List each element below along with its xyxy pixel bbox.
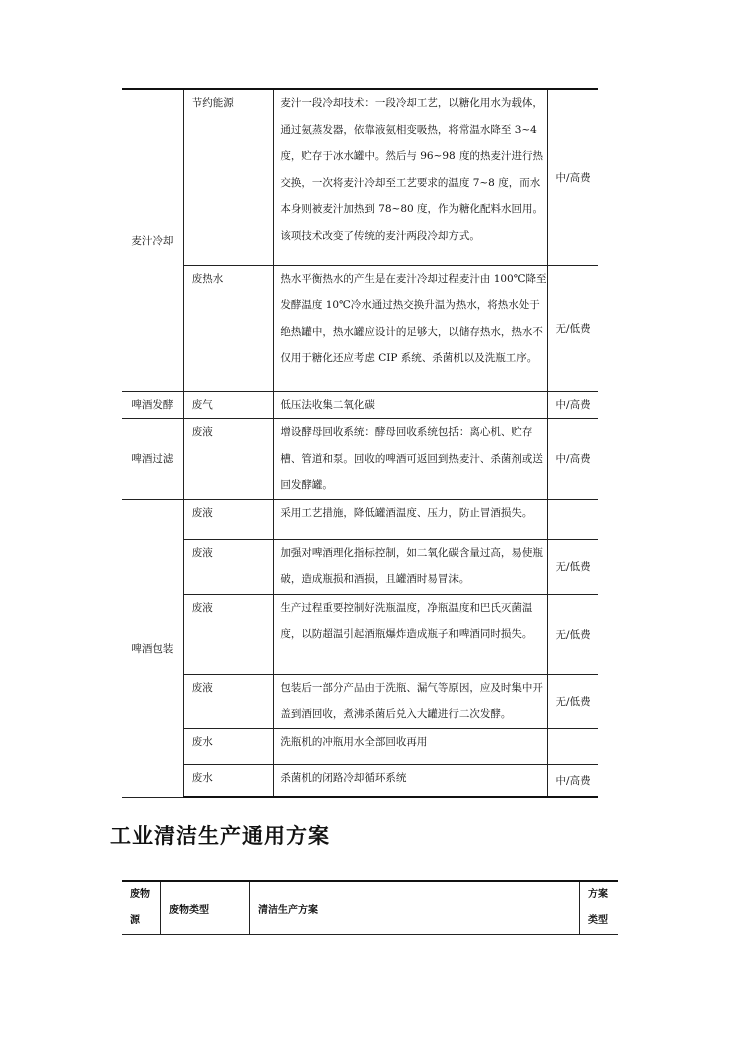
measure-text: 杀菌机的闭路冷却循环系统 bbox=[280, 771, 407, 784]
cost-label: 中/高费 bbox=[555, 774, 591, 787]
type-label: 废热水 bbox=[191, 272, 224, 285]
measure-text: 采用工艺措施，降低罐酒温度、压力，防止冒酒损失。 bbox=[280, 506, 533, 519]
type-cell bbox=[183, 594, 274, 674]
cost-cell bbox=[548, 764, 598, 797]
category-label: 啤酒过滤 bbox=[131, 453, 174, 466]
type-label: 废液 bbox=[191, 546, 213, 559]
cost-label: 无/低费 bbox=[555, 695, 591, 708]
type-label: 废液 bbox=[191, 426, 213, 438]
measure-cell bbox=[274, 764, 548, 797]
cost-cell bbox=[548, 539, 598, 594]
type-cell bbox=[183, 391, 274, 419]
category-label: 啤酒包装 bbox=[131, 642, 174, 655]
type-label: 废气 bbox=[191, 398, 213, 411]
cost-label: 无/低费 bbox=[555, 561, 591, 573]
header-plan-type: 方案类型 bbox=[580, 881, 619, 935]
cost-label: 无/低费 bbox=[555, 628, 591, 641]
measure-cell bbox=[274, 539, 548, 594]
measure-cell bbox=[274, 419, 548, 500]
cost-label: 中/高费 bbox=[555, 171, 591, 184]
cost-cell bbox=[548, 499, 598, 539]
type-cell bbox=[183, 265, 274, 391]
measure-cell bbox=[274, 391, 548, 419]
measure-text: 低压法收集二氧化碳 bbox=[280, 398, 375, 411]
cost-cell bbox=[548, 594, 598, 674]
cost-cell bbox=[548, 728, 598, 764]
type-cell bbox=[183, 539, 274, 594]
category-cell bbox=[122, 419, 183, 500]
category-cell bbox=[122, 89, 183, 391]
cost-label: 中/高费 bbox=[555, 399, 591, 412]
cost-cell bbox=[548, 89, 598, 265]
cost-cell bbox=[548, 391, 598, 419]
plan-table-header bbox=[122, 880, 618, 935]
measure-cell bbox=[274, 89, 548, 265]
type-label: 废液 bbox=[191, 681, 213, 694]
measure-text: 麦汁一段冷却技术：一段冷却工艺，以糖化用水为载体，通过氨蒸发器，依靠液氨相变吸热，将常温水降至 3~4 度，贮存于冰水罐中。然后与 96~98 度的热麦汁进行热交换，一次将麦汁冷却至工艺要求的温度 7~8 度，而水本身则被麦汁加热到 78~80 度，作为糖化配料水回用。该项技术改变了传统的麦汁两段冷却方式。 bbox=[280, 97, 544, 242]
measure-cell bbox=[274, 499, 548, 539]
section-heading: 工业清洁生产通用方案 bbox=[110, 824, 330, 848]
measure-text: 加强对啤酒理化指标控制，如二氧化碳含量过高，易使瓶破，造成瓶损和酒损，且罐酒时易冒沫。 bbox=[280, 546, 543, 585]
cost-cell bbox=[548, 674, 598, 728]
process-table bbox=[122, 88, 598, 798]
type-cell bbox=[183, 89, 274, 265]
type-cell bbox=[183, 728, 274, 764]
type-cell bbox=[183, 674, 274, 728]
category-label: 麦汁冷却 bbox=[131, 234, 174, 247]
type-label: 废液 bbox=[191, 601, 213, 614]
cost-cell bbox=[548, 265, 598, 391]
measure-cell bbox=[274, 265, 548, 391]
measure-text: 热水平衡热水的产生是在麦汁冷却过程麦汁由 100℃降至发酵温度 10℃冷水通过热交换升温为热水，将热水处于绝热罐中，热水罐应设计的足够大，以储存热水，热水不仅用于糖化还应考虑 CIP 系统、杀菌机以及洗瓶工序。 bbox=[280, 272, 547, 364]
header-waste-source: 废物源 bbox=[122, 881, 161, 935]
type-cell bbox=[183, 499, 274, 539]
type-label: 废液 bbox=[191, 506, 213, 519]
measure-text: 洗瓶机的冲瓶用水全部回收再用 bbox=[280, 735, 428, 748]
header-waste-type: 废物类型 bbox=[161, 881, 250, 935]
type-cell bbox=[183, 764, 274, 797]
type-label: 废水 bbox=[191, 735, 213, 748]
type-label: 节约能源 bbox=[191, 97, 234, 109]
type-cell bbox=[183, 419, 274, 500]
category-cell bbox=[122, 499, 183, 797]
category-cell bbox=[122, 391, 183, 419]
cost-cell bbox=[548, 419, 598, 500]
measure-text: 生产过程重要控制好洗瓶温度，净瓶温度和巴氏灭菌温度，以防超温引起酒瓶爆炸造成瓶子和啤酒同时损失。 bbox=[280, 601, 533, 640]
cost-label: 中/高费 bbox=[555, 453, 591, 466]
measure-cell bbox=[274, 728, 548, 764]
measure-text: 包装后一部分产品由于洗瓶、漏气等原因，应及时集中开盖到酒回收，煮沸杀菌后兑入大罐进行二次发酵。 bbox=[280, 681, 543, 720]
header-plan: 清洁生产方案 bbox=[250, 881, 580, 935]
measure-cell bbox=[274, 674, 548, 728]
measure-cell bbox=[274, 594, 548, 674]
category-label: 啤酒发酵 bbox=[131, 399, 174, 412]
measure-text: 增设酵母回收系统：酵母回收系统包括：离心机、贮存槽、管道和泵。回收的啤酒可返回到热麦汁、杀菌剂或送回发酵罐。 bbox=[280, 426, 543, 491]
type-label: 废水 bbox=[191, 771, 213, 784]
cost-label: 无/低费 bbox=[555, 322, 591, 335]
